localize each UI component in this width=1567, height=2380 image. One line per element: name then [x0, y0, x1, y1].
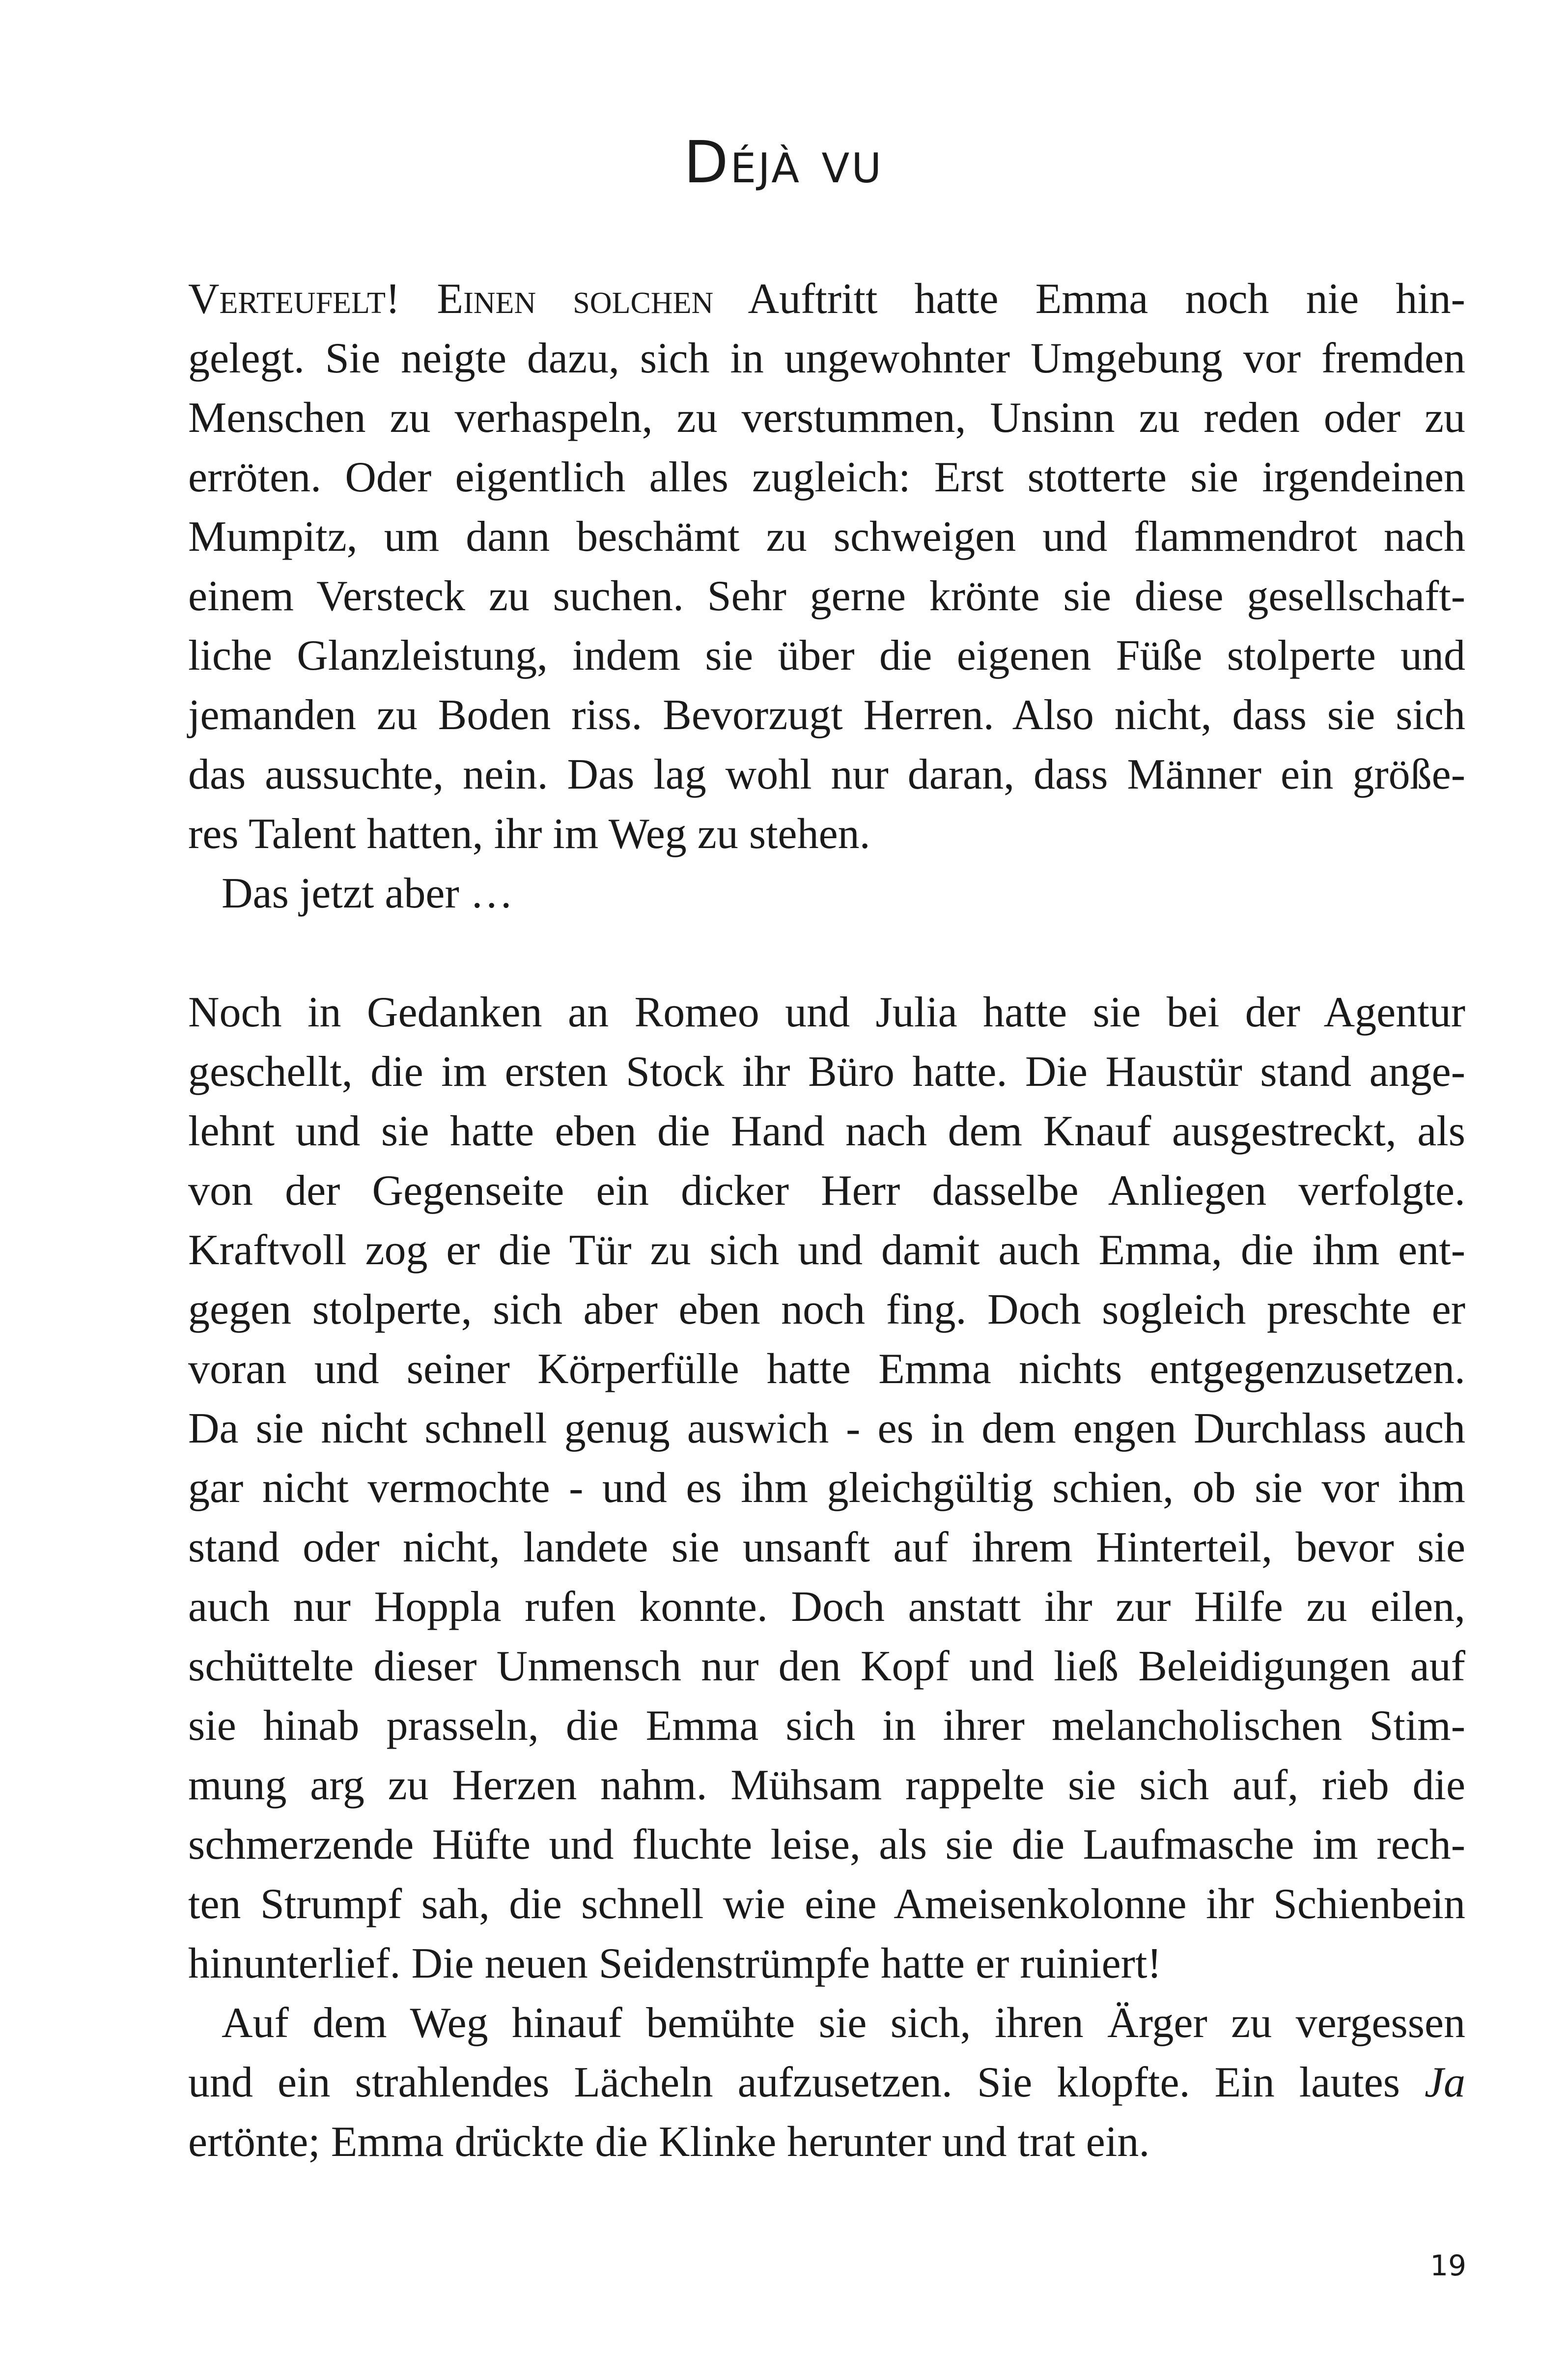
- text-line: ertönte; Emma drückte die Klinke herunter und trat ein.: [188, 2118, 1150, 2166]
- section-break: [188, 923, 1465, 983]
- paragraph-1: [188, 269, 1465, 864]
- text-line: Mumpitz, um dann beschämt zu schweigen und flammendrot nach: [188, 513, 1465, 561]
- text-line: [188, 2053, 1465, 2112]
- text-line: schüttelte dieser Unmensch nur den Kopf und ließ Beleidigungen auf: [188, 1643, 1465, 1690]
- text-line: gar nicht vermochte - und es ihm gleichgültig schien, ob sie vor ihm: [188, 1464, 1465, 1512]
- text-line: von der Gegenseite ein dicker Herr dasselbe Anliegen verfolgte.: [188, 1167, 1465, 1215]
- chapter-title: Déjà vu: [683, 128, 884, 196]
- paragraph-2: Das jetzt aber …: [222, 870, 513, 917]
- text-line: auch nur Hoppla rufen konnte. Doch anstatt ihr zur Hilfe zu eilen,: [188, 1583, 1465, 1631]
- chapter-opening-words: Verteufelt! Einen solchen: [188, 275, 714, 323]
- text-line: gelegt. Sie neigte dazu, sich in ungewohnter Umgebung vor fremden: [188, 335, 1465, 382]
- text-line: ten Strumpf sah, die schnell wie eine Ameisenkolonne ihr Schienbein: [188, 1880, 1465, 1928]
- italic-word: Ja: [1424, 2059, 1465, 2106]
- text-line: jemanden zu Boden riss. Bevorzugt Herren. Also nicht, dass sie sich: [188, 691, 1465, 739]
- text-line: mung arg zu Herzen nahm. Mühsam rappelte sie sich auf, rieb die: [188, 1761, 1465, 1809]
- text-line: hinunterlief. Die neuen Seidenstrümpfe hatte er ruiniert!: [188, 1940, 1162, 1987]
- text-line: erröten. Oder eigentlich alles zugleich: Erst stotterte sie irgendeinen: [188, 453, 1465, 501]
- text-line: gegen stolperte, sich aber eben noch fing. Doch sogleich preschte er: [188, 1286, 1465, 1333]
- paragraph-3: [188, 983, 1465, 1993]
- text-line: stand oder nicht, landete sie unsanft auf ihrem Hinterteil, bevor sie: [188, 1524, 1465, 1571]
- text-line: Da sie nicht schnell genug auswich - es in dem engen Durchlass auch: [188, 1405, 1465, 1452]
- text-line: lehnt und sie hatte eben die Hand nach dem Knauf ausgestreckt, als: [188, 1107, 1465, 1155]
- text-line: geschellt, die im ersten Stock ihr Büro hatte. Die Haustür stand ange-: [188, 1048, 1465, 1096]
- text-line: voran und seiner Körperfülle hatte Emma nichts entgegenzusetzen.: [188, 1345, 1465, 1393]
- text-line: Kraftvoll zog er die Tür zu sich und damit auch Emma, die ihm ent-: [188, 1226, 1465, 1274]
- text-line: Noch in Gedanken an Romeo und Julia hatte sie bei der Agentur: [188, 989, 1465, 1036]
- text-line: das aussuchte, nein. Das lag wohl nur daran, dass Männer ein größe-: [188, 751, 1465, 798]
- text-line: Auf dem Weg hinauf bemühte sie sich, ihren Ärger zu vergessen: [222, 1999, 1465, 2047]
- text-line: liche Glanzleistung, indem sie über die eigenen Füße stolperte und: [188, 632, 1465, 680]
- page-number: 19: [1430, 2249, 1466, 2282]
- text-line: sie hinab prasseln, die Emma sich in ihrer melancholischen Stim-: [188, 1702, 1465, 1750]
- text-line: Menschen zu verhaspeln, zu verstummen, Unsinn zu reden oder zu: [188, 394, 1465, 442]
- text-line: [188, 269, 1465, 329]
- text-span: und ein strahlendes Lächeln aufzusetzen. Sie klopfte. Ein lautes: [188, 2059, 1425, 2106]
- body-text: [188, 269, 1465, 2172]
- text-line: schmerzende Hüfte und fluchte leise, als sie die Laufmasche im rech-: [188, 1821, 1465, 1869]
- text-line: res Talent hatten, ihr im Weg zu stehen.: [188, 810, 870, 858]
- text-line: einem Versteck zu suchen. Sehr gerne krönte sie diese gesellschaft-: [188, 572, 1465, 620]
- paragraph-4: [188, 1993, 1465, 2172]
- text-span: Auftritt hatte Emma noch nie hin-: [713, 275, 1465, 323]
